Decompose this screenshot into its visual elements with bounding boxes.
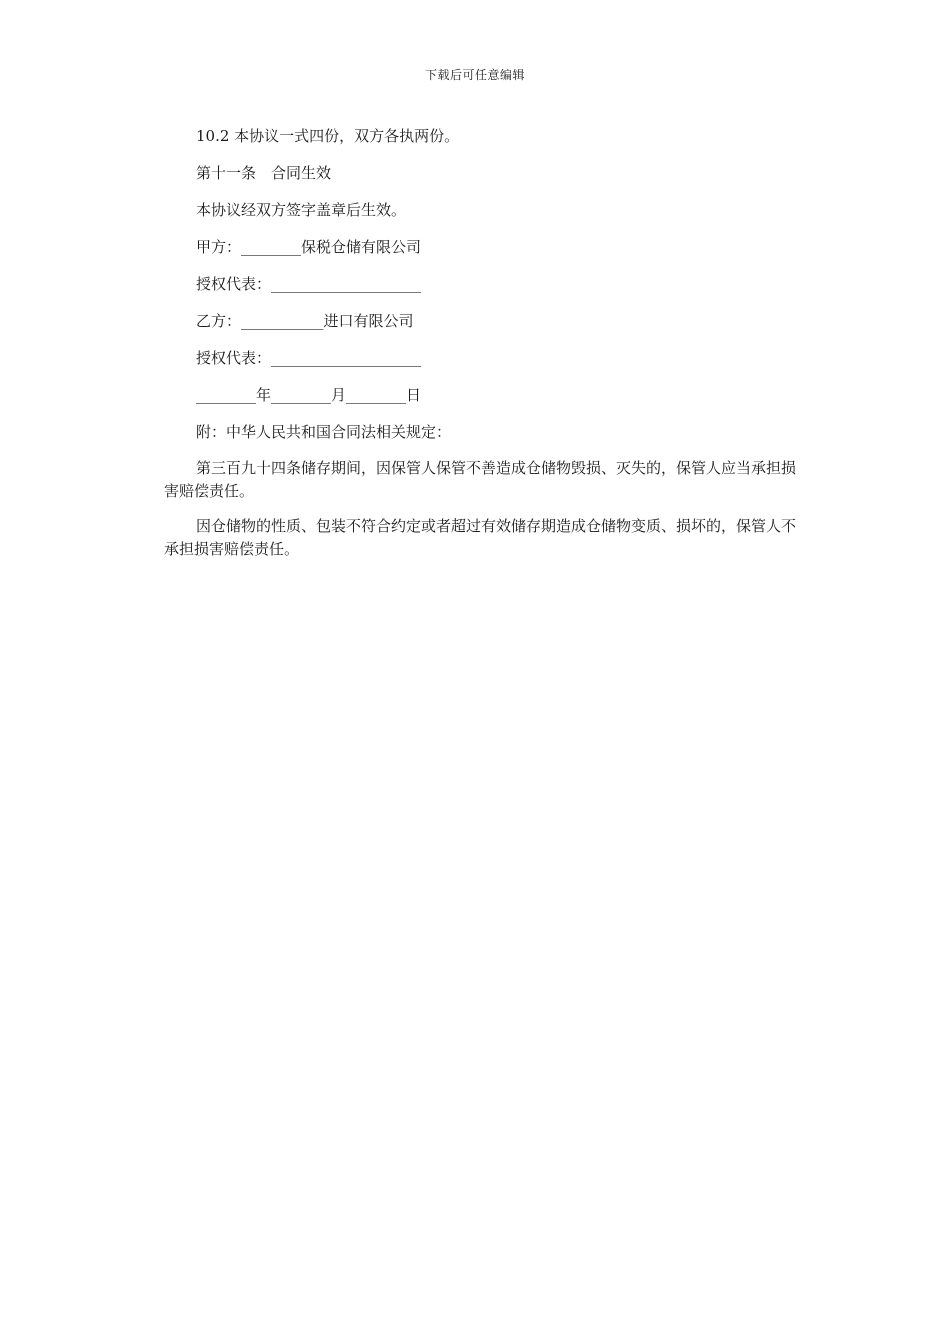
party-b-line: 乙方：___________进口有限公司: [196, 312, 414, 330]
article-11-heading: 第十一条 合同生效: [196, 164, 332, 182]
party-a-line: 甲方：________保税仓储有限公司: [196, 238, 422, 256]
party-b-representative-line: 授权代表：____________________: [196, 349, 422, 367]
exemption-text: 因仓储物的性质、包装不符合约定或者超过有效储存期造成仓储物变质、损坏的，保管人不承担损害赔偿责任。: [164, 517, 797, 558]
date-line: ________年________月________日: [196, 386, 422, 404]
appendix-heading: 附：中华人民共和国合同法相关规定：: [196, 423, 452, 441]
document-body: [164, 124, 800, 573]
effect-statement: 本协议经双方签字盖章后生效。: [196, 201, 407, 219]
header-note: 下载后可任意编辑: [424, 68, 525, 82]
clause-10-2: 10.2 本协议一式四份，双方各执两份。: [196, 127, 460, 145]
party-a-representative-line: 授权代表：____________________: [196, 275, 422, 293]
article-394-text: 第三百九十四条储存期间，因保管人保管不善造成仓储物毁损、灭失的，保管人应当承担损害赔偿责任。: [164, 459, 797, 500]
